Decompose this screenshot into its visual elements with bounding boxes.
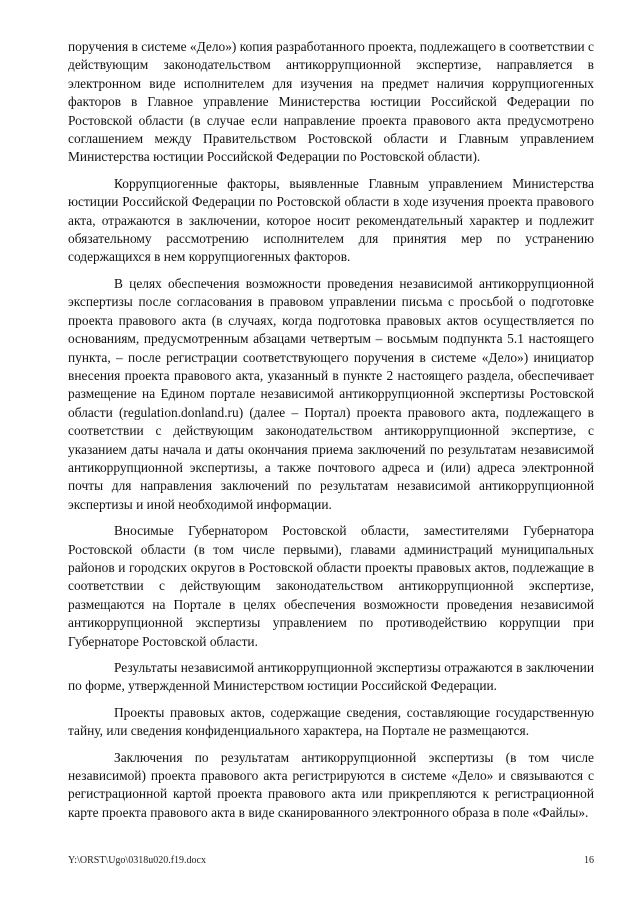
page-number: 16 — [584, 855, 594, 866]
page-footer — [68, 855, 594, 866]
paragraph-7: Заключения по результатам антикоррупционной экспертизы (в том числе независимой) проекта правового акта регистрируются в системе «Дело» и связываются с регистрационной картой проекта правового акта или прикрепляются к регистрационной карте проекта правового акта в виде сканированного электронного образа в поле «Файлы». — [68, 749, 594, 820]
paragraph-5: Результаты независимой антикоррупционной экспертизы отражаются в заключении по форме, утвержденной Министерством юстиции Российской Федерации. — [68, 660, 594, 694]
paragraph-1: поручения в системе «Дело») копия разработанного проекта, подлежащего в соответствии с действующим законодательством антикоррупционной экспертизе, направляется в электронном виде исполнителем для изучения на предмет наличия коррупциогенных факторов в Главное управление Министерства юстиции Российской Федерации по Ростовской области (в случае если направление проекта правового акта предусмотрено соглашением между Правительством Ростовской области и Главным управлением Министерства юстиции Российской Федерации по Ростовской области). — [68, 39, 594, 165]
footer-file-path: Y:\ORST\Ugo\0318u020.f19.docx — [68, 855, 206, 866]
paragraph-3: В целях обеспечения возможности проведения независимой антикоррупционной экспертизы после согласования в правовом управлении письма с просьбой о подготовке проекта правового акта (в случаях, когда подготовка правовых актов осуществляется по основаниям, предусмотренным абзацами четвертым – восьмым подпункта 5.1 настоящего пункта, – после регистрации соответствующего поручения в системе «Дело») инициатор внесения проекта правового акта, указанный в пункте 2 настоящего раздела, обеспечивает размещение на Едином портале независимой антикоррупционной экспертизы Ростовской области (regulation.donland.ru) (далее – Портал) проекта правового акта, подлежащего в соответствии с действующим законодательством антикоррупционной экспертизе, с указанием даты начала и даты окончания приема заключений по результатам независимой антикоррупционной экспертизы, а также почтового адреса и (или) адреса электронной почты для направления заключений по результатам независимой антикоррупционной экспертизы и иной необходимой информации. — [68, 275, 594, 512]
paragraph-2: Коррупциогенные факторы, выявленные Главным управлением Министерства юстиции Российской Федерации по Ростовской области в ходе изучения проекта правового акта, отражаются в заключении, которое носит рекомендательный характер и подлежит обязательному рассмотрению исполнителем для принятия мер по устранению содержащихся в нем коррупциогенных факторов. — [68, 175, 594, 265]
paragraph-6: Проекты правовых актов, содержащие сведения, составляющие государственную тайну, или сведения конфиденциального характера, на Портале не размещаются. — [68, 704, 594, 739]
paragraph-4: Вносимые Губернатором Ростовской области, заместителями Губернатора Ростовской области (в том числе первыми), главами администраций муниципальных районов и городских округов в Ростовской области проекты правовых актов, подлежащие в соответствии с действующим законодательством антикоррупционной экспертизе, размещаются на Портале в целях обеспечения возможности проведения независимой антикоррупционной экспертизы управлением по противодействию коррупции при Губернаторе Ростовской области. — [68, 523, 594, 649]
document-page — [68, 38, 594, 830]
